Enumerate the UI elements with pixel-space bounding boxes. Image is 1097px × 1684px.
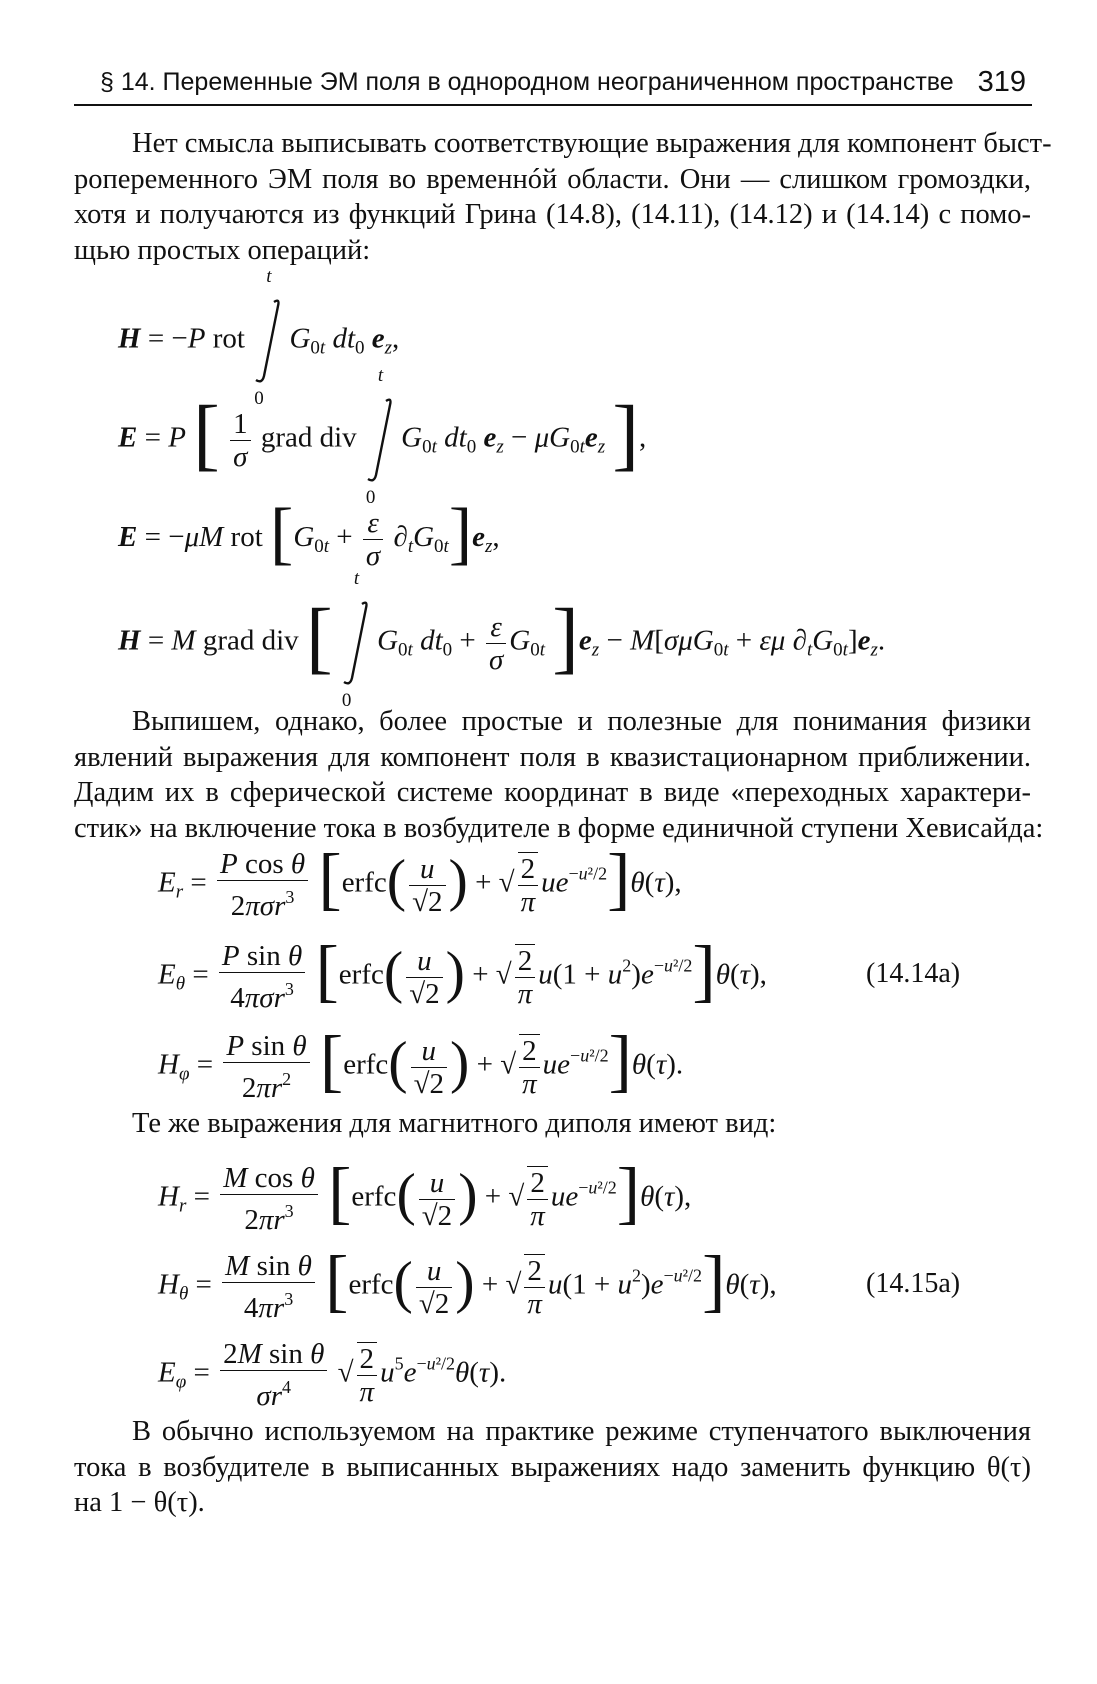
integral-sign: t 0 [340,598,370,688]
text-line: Выпишем, однако, более простые и полезные для понимания физики [132,706,1031,737]
formula-h-grad-div: H = M grad div [ t 0 $G_{0t}$ $dt_0$ + $\frac{\varepsilon}{\sigma}$ $G_{0t}$ ]$e_z - M[\sigma\mu G_{0t} + \varepsilon\mu$ $\partial_tG_{0t}]e_z$. [118,568,886,711]
paragraph-magnetic-intro [74,1106,1031,1142]
equation-number: (14.14a) [866,958,961,989]
running-header [74,60,1032,106]
integral-sign: t 0 [364,395,394,485]
formula-htheta: $H_\theta$ = $\frac{\text{M sin θ}}{4\pi r^3}$ [erfc( $\frac{u}{√2}$ ) + √ $\frac{2}{\pi}$ $u(1 + u^2)e^{-u^2/2}]\theta(\tau)$, [158,1242,777,1324]
paragraph-quasistatic [74,704,1044,846]
formula-e-rot: E = −μM rot [$G_{0t}$ + $\frac{\varepsilon}{\sigma}$ $\partial_tG_{0t}]e_z$, [118,495,500,573]
formula-etheta: $E_\theta$ = $\frac{\text{P sin θ}}{4\pi\sigma r^3}$ [erfc( $\frac{u}{√2}$ ) + √ $\frac{2}{\pi}$ $u(1 + u^2)e^{-u^2/2}]\theta(\tau)$, [158,932,767,1014]
formula-hr: $H_r$ = $\frac{\text{M cos θ}}{2\pi r^3}$ [erfc( $\frac{u}{√2}$ ) + √ $\frac{2}{\pi}$ $ue^{-u^2/2}]\theta(\tau)$, [158,1154,692,1236]
text-line: Те же выражения для магнитного диполя имеют вид: [132,1108,777,1139]
section-title: § 14. Переменные ЭМ поля в однородном неограниченном пространстве [100,68,954,96]
text-line: явлений выражения для компонент поля в квазистационарном приближении. [74,741,1031,773]
formula-h-rot: H = −P rot t 0 $G_{0t}$ $dt_0$ $e_z$, [118,266,400,409]
text-line: ропеременного ЭМ поля во временнóй области. Они — слишком громоздки, [74,163,1031,195]
paragraph-switch-off [74,1414,1031,1521]
formula-er: $E_r$ = $\frac{\text{P cos θ}}{2\pi\sigma r^3}$ [erfc( $\frac{u}{√2}$ ) + √ $\frac{2}{\pi}$ $ue^{-u^2/2}]\theta(\tau)$, [158,840,682,922]
equation-number: (14.15a) [866,1268,961,1299]
text-line: щью простых операций: [74,234,371,266]
formula-hphi: $H_\varphi$ = $\frac{\text{P sin θ}}{2\pi r^2}$ [erfc( $\frac{u}{√2}$ ) + √ $\frac{2}{\pi}$ $ue^{-u^2/2}]\theta(\tau)$. [158,1022,684,1104]
integral-sign: t 0 [252,296,282,386]
page-number: 319 [977,66,1026,98]
paragraph-intro [74,126,1052,268]
text-line: стик» на включение тока в возбудителе в форме единичной ступени Хевисайда: [74,812,1044,844]
text-line: на 1 − θ(τ). [74,1487,205,1518]
text-line: Дадим их в сферической системе координат в виде «переходных характери- [74,777,1031,808]
text-line: В обычно используемом на практике режиме ступенчатого выключения [132,1416,1031,1447]
text-line: Нет смысла выписывать соответствующие выражения для компонент быст- [132,128,1052,159]
formula-e-grad-div: E = P [ $\frac{1}{\sigma}$ grad div t 0 $G_{0t}$ $dt_0$ $e_z - \mu G_{0t}e_z$ ], [118,365,647,508]
formula-ephi: $E_\varphi$ = $\frac{\text{2M sin θ}}{\sigma r^4}$ √ $\frac{2}{\pi}$ $u^5e^{-u^2/2}\theta(\tau)$. [158,1338,507,1412]
text-line: хотя и получаются из функций Грина (14.8), (14.11), (14.12) и (14.14) с помо- [74,199,1031,230]
text-line: тока в возбудителе в выписанных выражениях надо заменить функцию θ(τ) [74,1451,1031,1483]
